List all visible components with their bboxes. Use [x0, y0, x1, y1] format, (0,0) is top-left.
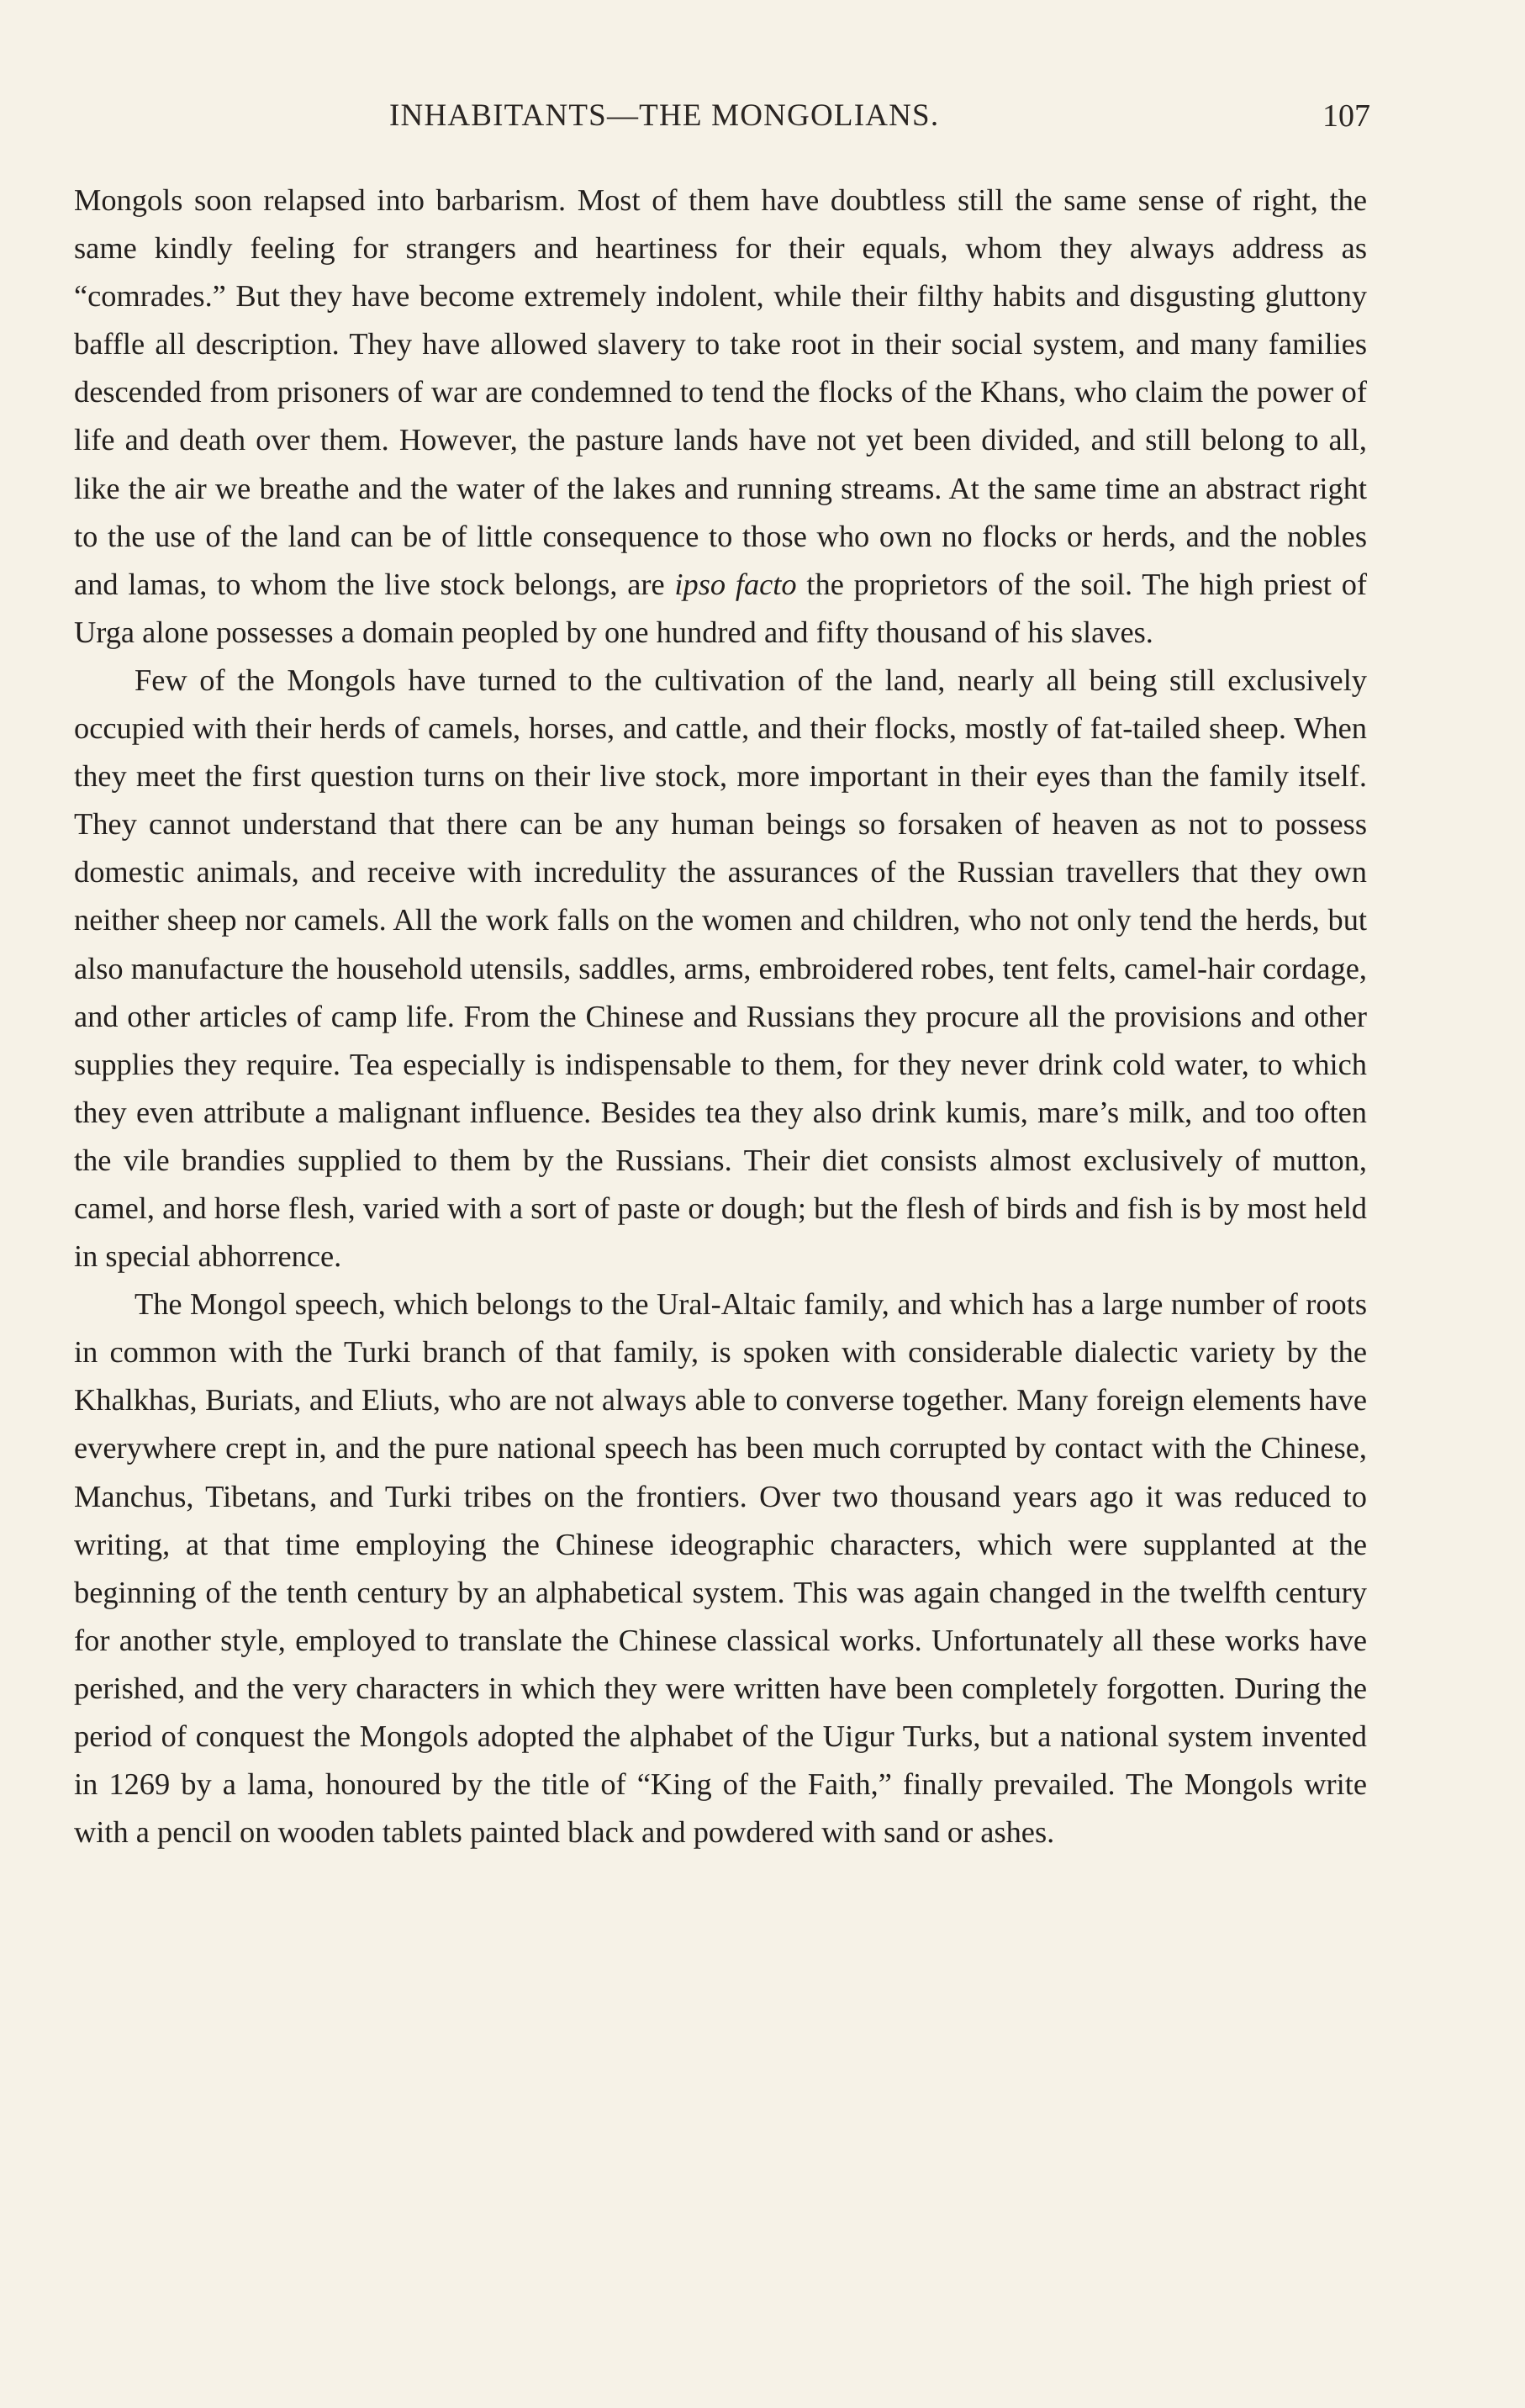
running-header — [74, 94, 1370, 145]
paragraph-1 — [74, 177, 1367, 657]
paragraph-2: Few of the Mongols have turned to the cultivation of the land, nearly all being still exclusively occupied with their herds of camels, horses, and cattle, and their flocks, mostly of fat-tailed sheep. When they meet the first question turns on their live stock, more important in their eyes than the family itself. They cannot understand that there can be any human beings so forsaken of heaven as not to possess domestic animals, and receive with incredulity the assurances of the Russian travellers that they own neither sheep nor camels. All the work falls on the women and children, who not only tend the herds, but also manufacture the household utensils, saddles, arms, embroidered robes, tent felts, camel-hair cordage, and other articles of camp life. From the Chinese and Russians they procure all the provisions and other supplies they require. Tea especially is indispensable to them, for they never drink cold water, to which they even attribute a malignant influence. Besides tea they also drink kumis, mare’s milk, and too often the vile brandies supplied to them by the Russians. Their diet consists almost exclusively of mutton, camel, and horse flesh, varied with a sort of paste or dough; but the flesh of birds and fish is by most held in special abhorrence. — [74, 663, 1368, 1274]
paragraph-1-text-b: the proprietors of the soil. The high priest of Urga alone possesses a domain peopled by one hundred and fifty thousand of his slaves. — [74, 567, 1368, 649]
paragraph-3: The Mongol speech, which belongs to the Ural-Altaic family, and which has a large number of roots in common with the Turki branch of that family, is spoken with considerable dialectic variety by the Khalkhas, Buriats, and Eliuts, who are not always able to converse together. Many foreign elements have everywhere crept in, and the pure national speech has been much corrupted by contact with the Chinese, Manchus, Tibetans, and Turki tribes on the frontiers. Over two thousand years ago it was reduced to writing, at that time employing the Chinese ideographic characters, which were supplanted at the beginning of the tenth century by an alphabetical system. This was again changed in the twelfth century for another style, employed to translate the Chinese classical works. Unfortunately all these works have perished, and the very characters in which they were written have been completely forgotten. During the period of conquest the Mongols adopted the alphabet of the Uigur Turks, but a national system invented in 1269 by a lama, honoured by the title of “King of the Faith,” finally prevailed. The Mongols write with a pencil on wooden tablets painted black and powdered with sand or ashes. — [74, 1287, 1367, 1850]
italic-phrase: ipso facto — [674, 567, 797, 601]
paragraph-1-text-a: Mongols soon relapsed into barbarism. Most of them have doubtless still the same sense of right, the same kindly feeling for strangers and heartiness for their equals, whom they always address as “comrades.” But they have become extremely indolent, while their filthy habits and disgusting gluttony baffle all description. They have allowed slavery to take root in their social system, and many families descended from prisoners of war are condemned to tend the flocks of the Khans, who claim the power of life and death over them. However, the pasture lands have not yet been divided, and still belong to all, like the air we breathe and the water of the lakes and running streams. At the same time an abstract right to the use of the land can be of little consequence to those who own no flocks or herds, and the nobles and lamas, to whom the live stock belongs, are — [74, 183, 1367, 601]
page-number: 107 — [1322, 98, 1370, 134]
body-text — [74, 177, 1367, 1856]
running-title: INHABITANTS—THE MONGOLIANS. — [389, 98, 940, 133]
